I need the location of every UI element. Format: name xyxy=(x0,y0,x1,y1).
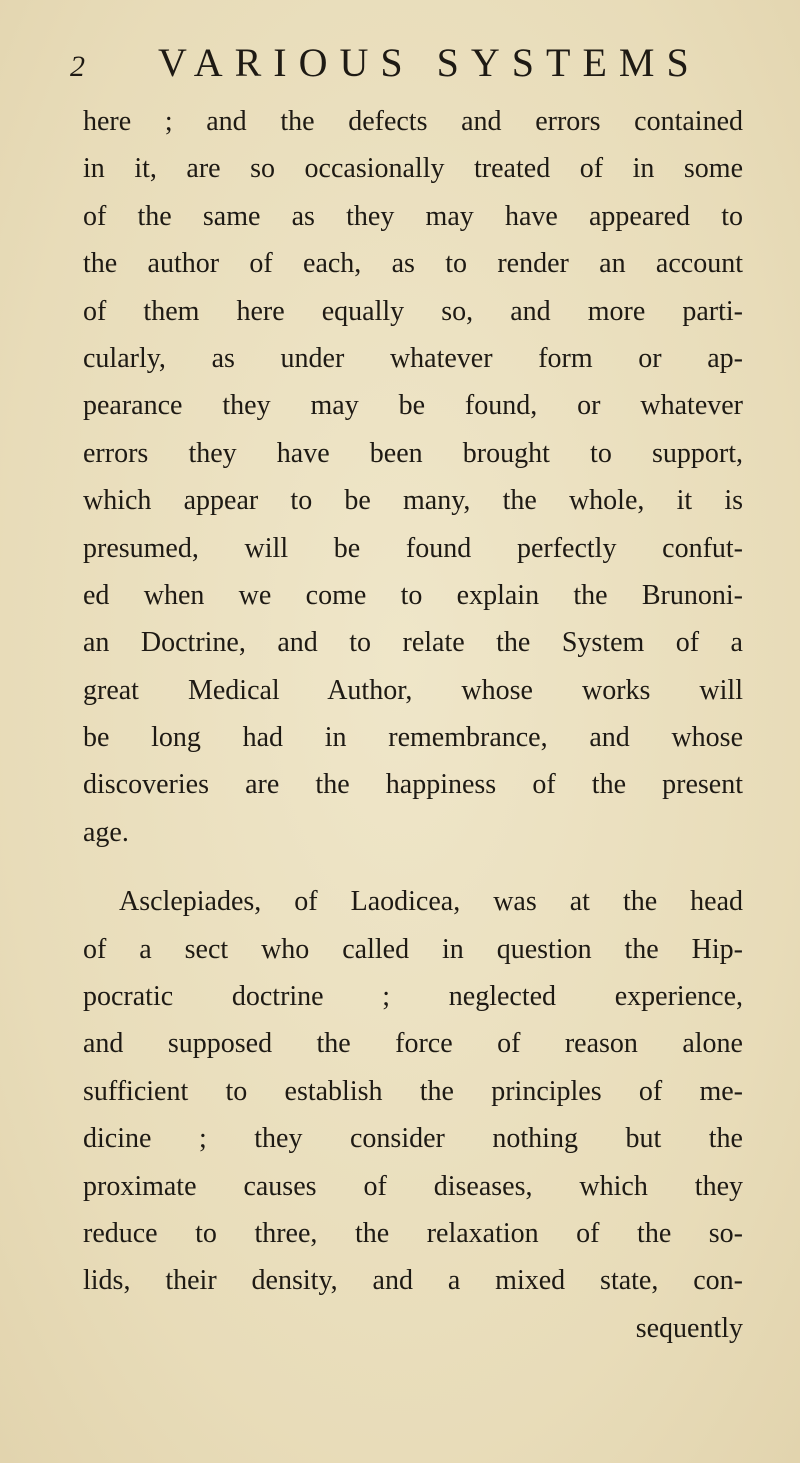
text-line: of them here equally so, and more parti- xyxy=(83,295,743,327)
text-line: presumed, will be found perfectly confut- xyxy=(83,532,743,564)
text-line: discoveries are the happiness of the present xyxy=(83,769,743,801)
text-line: pearance they may be found, or whatever xyxy=(83,390,743,422)
running-head xyxy=(70,38,770,88)
paragraph-1 xyxy=(83,98,743,856)
text-line: proximate causes of diseases, which they xyxy=(83,1170,743,1202)
text-line: errors they have been brought to support, xyxy=(83,437,743,469)
text-line: Asclepiades, of Laodicea, was at the head xyxy=(119,886,743,918)
text-line: cularly, as under whatever form or ap- xyxy=(83,342,743,374)
text-line: ed when we come to explain the Brunoni- xyxy=(83,579,743,611)
text-line: lids, their density, and a mixed state, con- xyxy=(83,1265,743,1297)
text-line: great Medical Author, whose works will xyxy=(83,674,743,706)
text-line: reduce to three, the relaxation of the so- xyxy=(83,1217,743,1249)
text-line: pocratic doctrine ; neglected experience, xyxy=(83,981,743,1013)
catchword: sequently xyxy=(635,1312,743,1344)
text-line: the author of each, as to render an account xyxy=(83,248,743,280)
paragraph-2 xyxy=(83,878,743,1305)
text-line: be long had in remembrance, and whose xyxy=(83,722,743,754)
body-text xyxy=(83,98,743,1352)
text-line: in it, are so occasionally treated of in some xyxy=(83,153,743,185)
text-line: dicine ; they consider nothing but the xyxy=(83,1123,743,1155)
text-line: sufficient to establish the principles of me- xyxy=(83,1075,743,1107)
paragraph-gap xyxy=(83,856,743,878)
text-line: and supposed the force of reason alone xyxy=(83,1028,743,1060)
text-line: an Doctrine, and to relate the System of a xyxy=(83,627,743,659)
text-line: here ; and the defects and errors contained xyxy=(83,106,743,137)
page-number: 2 xyxy=(70,50,85,83)
running-title: VARIOUS SYSTEMS xyxy=(158,40,701,85)
text-line: which appear to be many, the whole, it is xyxy=(83,485,743,517)
text-line: age. xyxy=(83,816,129,848)
text-line: of the same as they may have appeared to xyxy=(83,200,743,232)
text-line: of a sect who called in question the Hip- xyxy=(83,933,743,965)
